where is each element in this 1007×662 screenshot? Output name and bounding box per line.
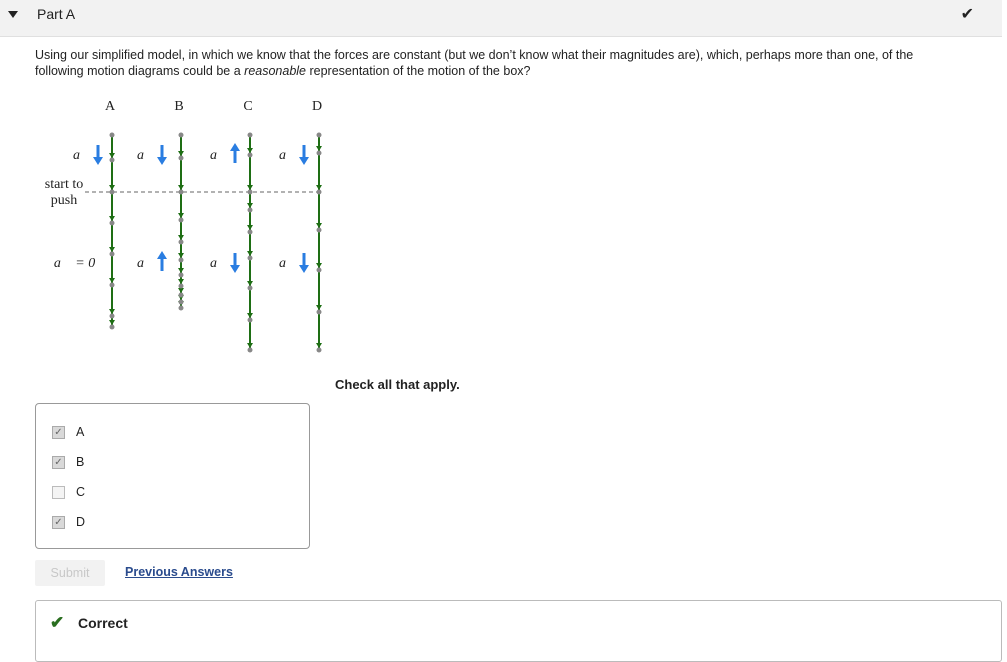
choice-b-label: B — [76, 455, 85, 469]
velocity-arrowhead — [316, 263, 322, 268]
velocity-arrowhead — [178, 213, 184, 218]
start-label-line2: push — [50, 193, 78, 208]
position-dot — [179, 293, 184, 298]
accel-top-c-arrowhead — [230, 143, 240, 151]
accel-top-b-symbol: a⃗ — [137, 148, 155, 163]
velocity-arrowhead — [316, 223, 322, 228]
choice-a-label: A — [76, 425, 85, 439]
position-dot — [179, 284, 184, 289]
question-text-after: representation of the motion of the box? — [306, 64, 531, 78]
accel-bottom-b-arrowhead — [157, 251, 167, 259]
position-dot — [317, 348, 322, 353]
position-dot — [179, 258, 184, 263]
velocity-arrowhead — [316, 343, 322, 348]
velocity-arrowhead — [109, 247, 115, 252]
column-label-b: B — [174, 99, 184, 114]
position-dot — [248, 133, 253, 138]
column-label-c: C — [243, 99, 253, 114]
position-dot — [110, 283, 115, 288]
velocity-arrowhead — [247, 148, 253, 153]
choice-a[interactable] — [52, 424, 84, 440]
position-dot — [179, 273, 184, 278]
position-dot — [110, 158, 115, 163]
accel-top-d-symbol: a⃗ — [279, 148, 297, 163]
velocity-arrowhead — [109, 309, 115, 314]
velocity-arrowhead — [247, 313, 253, 318]
velocity-arrowhead — [178, 279, 184, 284]
choices-box — [35, 403, 310, 549]
part-header[interactable] — [0, 0, 1002, 37]
choice-c-checkbox[interactable] — [52, 486, 65, 499]
position-dot — [317, 310, 322, 315]
position-dot — [248, 153, 253, 158]
position-dot — [179, 240, 184, 245]
velocity-arrowhead — [247, 225, 253, 230]
motion-diagrams — [0, 90, 360, 365]
velocity-arrowhead — [316, 305, 322, 310]
zero-accel-label: a⃗ = 0⃗ — [53, 256, 107, 271]
velocity-arrowhead — [247, 251, 253, 256]
column-label-a: A — [104, 99, 116, 114]
position-dot — [179, 190, 184, 195]
accel-top-a-symbol: a⃗ — [73, 148, 91, 163]
choice-c-label: C — [76, 485, 86, 499]
accel-top-c-symbol: a⃗ — [210, 148, 228, 163]
velocity-arrowhead — [247, 185, 253, 190]
velocity-arrowhead — [109, 320, 115, 325]
choice-c[interactable] — [52, 484, 85, 500]
position-dot — [317, 133, 322, 138]
position-dot — [110, 221, 115, 226]
position-dot — [110, 325, 115, 330]
position-dot — [248, 256, 253, 261]
position-dot — [248, 190, 253, 195]
question-text — [35, 47, 965, 79]
velocity-arrowhead — [178, 235, 184, 240]
checkmark-icon: ✔ — [960, 6, 974, 23]
choice-a-checkbox[interactable]: ✓ — [52, 426, 65, 439]
part-title: Part A — [37, 6, 76, 22]
position-dot — [248, 286, 253, 291]
instruction-text: Check all that apply. — [335, 377, 460, 392]
velocity-arrowhead — [247, 203, 253, 208]
velocity-arrowhead — [247, 281, 253, 286]
position-dot — [179, 133, 184, 138]
velocity-arrowhead — [109, 216, 115, 221]
accel-bottom-b-symbol: a⃗ — [137, 256, 155, 271]
velocity-arrowhead — [316, 185, 322, 190]
choice-b-checkbox[interactable]: ✓ — [52, 456, 65, 469]
position-dot — [317, 190, 322, 195]
position-dot — [317, 228, 322, 233]
choice-d[interactable] — [52, 514, 85, 530]
position-dot — [179, 300, 184, 305]
position-dot — [179, 156, 184, 161]
velocity-arrowhead — [178, 253, 184, 258]
accel-bottom-d-symbol: a⃗ — [279, 256, 297, 271]
accel-top-a-arrowhead — [93, 157, 103, 165]
previous-answers-link[interactable]: Previous Answers — [125, 565, 233, 579]
position-dot — [110, 190, 115, 195]
question-text-before: Using our simplified model, in which we know that the forces are constant (but we don’t know what their magnitudes are), which, perhaps more than one, of the following motion diagrams could be a — [35, 48, 914, 78]
question-emphasis: reasonable — [244, 64, 307, 78]
position-dot — [248, 318, 253, 323]
choice-b[interactable] — [52, 454, 84, 470]
accel-bottom-c-arrowhead — [230, 265, 240, 273]
velocity-arrowhead — [178, 288, 184, 293]
velocity-arrowhead — [178, 185, 184, 190]
velocity-arrowhead — [109, 278, 115, 283]
position-dot — [110, 133, 115, 138]
position-dot — [248, 230, 253, 235]
accel-top-b-arrowhead — [157, 157, 167, 165]
position-dot — [317, 151, 322, 156]
velocity-arrowhead — [109, 185, 115, 190]
accel-bottom-c-symbol: a⃗ — [210, 256, 228, 271]
column-label-d: D — [311, 99, 323, 114]
position-dot — [179, 306, 184, 311]
position-dot — [317, 268, 322, 273]
position-dot — [110, 314, 115, 319]
velocity-arrowhead — [109, 153, 115, 158]
collapse-arrow-icon[interactable] — [8, 11, 18, 18]
position-dot — [110, 252, 115, 257]
feedback-box — [35, 600, 1002, 662]
correct-check-icon: ✔ — [50, 613, 65, 632]
start-label-line1: start to — [44, 177, 84, 192]
velocity-arrowhead — [178, 268, 184, 273]
velocity-arrowhead — [178, 151, 184, 156]
position-dot — [248, 348, 253, 353]
position-dot — [179, 218, 184, 223]
choice-d-label: D — [76, 515, 86, 529]
accel-top-d-arrowhead — [299, 157, 309, 165]
accel-bottom-d-arrowhead — [299, 265, 309, 273]
position-dot — [248, 208, 253, 213]
submit-button[interactable]: Submit — [35, 560, 105, 586]
choice-d-checkbox[interactable]: ✓ — [52, 516, 65, 529]
velocity-arrowhead — [316, 146, 322, 151]
velocity-arrowhead — [247, 343, 253, 348]
feedback-text: Correct — [78, 615, 128, 631]
